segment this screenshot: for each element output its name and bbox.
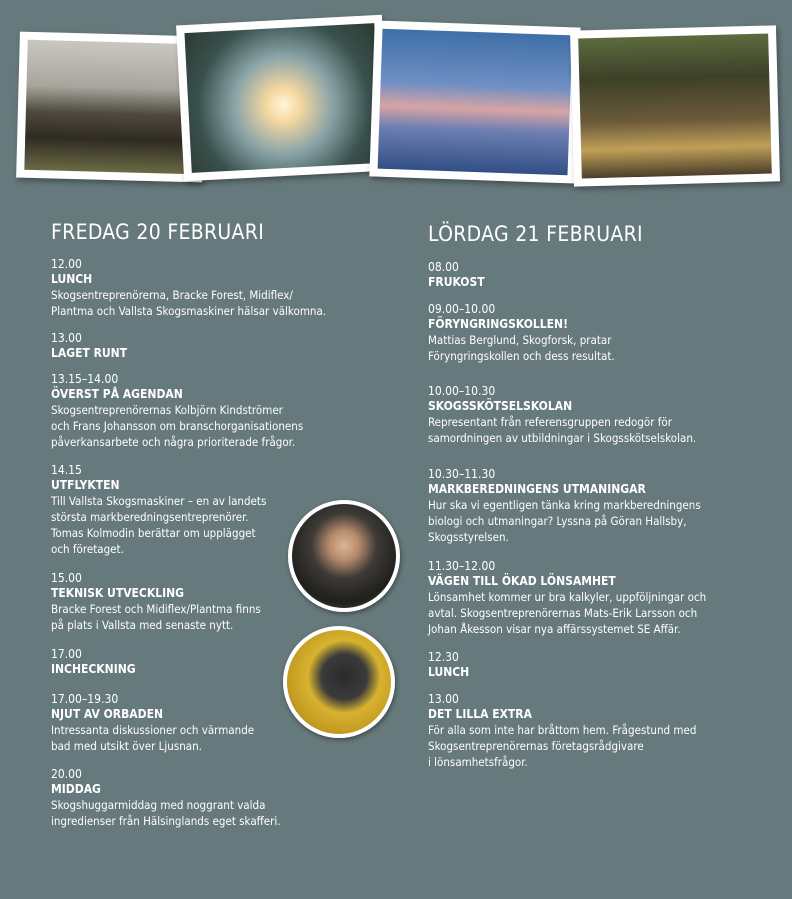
saturday-item-lilla-extra <box>428 692 768 770</box>
item-title: VÄGEN TILL ÖKAD LÖNSAMHET <box>428 574 616 588</box>
friday-item-middag <box>51 767 351 829</box>
item-description: Skogsentreprenörerna, Bracke Forest, Midiflex/ Plantma och Vallsta Skogsmaskiner hälsar välkomna. <box>51 288 327 318</box>
item-time: 13.00 <box>428 692 459 706</box>
item-time: 17.00–19.30 <box>51 692 119 706</box>
item-time: 08.00 <box>428 260 459 274</box>
item-time: 10.00–10.30 <box>428 384 496 398</box>
item-title: MARKBEREDNINGENS UTMANINGAR <box>428 482 646 496</box>
item-title: LUNCH <box>428 665 470 679</box>
machine-tracks-photo <box>570 25 780 186</box>
item-time: 10.30–11.30 <box>428 467 496 481</box>
item-time: 11.30–12.00 <box>428 559 496 573</box>
item-description: Mattias Berglund, Skogforsk, pratar Föryngringskollen och dess resultat. <box>428 333 615 363</box>
item-title: DET LILLA EXTRA <box>428 707 532 721</box>
item-time: 20.00 <box>51 767 82 781</box>
saturday-heading: LÖRDAG 21 FEBRUARI <box>428 222 643 246</box>
item-description: För alla som inte har bråttom hem. Frågestund med Skogsentreprenörernas företagsrådgivare i lönsamhetsfrågor. <box>428 723 697 769</box>
saturday-item-lonsamhet <box>428 559 768 637</box>
item-time: 15.00 <box>51 571 82 585</box>
item-title: MIDDAG <box>51 782 101 796</box>
item-description: Representant från referensgruppen redogör för samordningen av utbildningar i Skogsskötselskolan. <box>428 415 697 445</box>
item-title: INCHECKNING <box>51 662 136 676</box>
saturday-item-frukost <box>428 260 758 290</box>
item-description: Hur ska vi egentligen tänka kring markberedningens biologi och utmaningar? Lyssna på Göran Hallsby, Skogsstyrelsen. <box>428 498 701 544</box>
person-in-bath-photo <box>369 20 580 183</box>
item-time: 13.00 <box>51 331 82 345</box>
item-time: 17.00 <box>51 647 82 661</box>
saturday-item-lunch <box>428 650 758 680</box>
item-time: 14.15 <box>51 463 82 477</box>
item-description: Skogshuggarmiddag med noggrant valda ingredienser från Hälsinglands eget skafferi. <box>51 798 281 828</box>
item-title: SKOGSSKÖTSELSKOLAN <box>428 399 573 413</box>
item-title: FÖRYNGRINGSKOLLEN! <box>428 317 569 331</box>
saturday-item-foryngringskollen <box>428 302 758 364</box>
item-title: NJUT AV ORBADEN <box>51 707 164 721</box>
item-time: 13.15–14.00 <box>51 372 119 386</box>
item-time: 12.30 <box>428 650 459 664</box>
friday-item-laget-runt <box>51 331 351 361</box>
item-title: FRUKOST <box>428 275 485 289</box>
item-description: Intressanta diskussioner och värmande bad med utsikt över Ljusnan. <box>51 723 255 753</box>
item-time: 12.00 <box>51 257 82 271</box>
item-description: Lönsamhet kommer ur bra kalkyler, uppföljningar och avtal. Skogsentreprenörernas Mats-Erik Larsson och Johan Åkesson visar nya affärssystemet SE Affär. <box>428 590 707 636</box>
saturday-item-skogsskotselskolan <box>428 384 768 446</box>
item-description: Till Vallsta Skogsmaskiner – en av landets största markberedningsentreprenörer. Tomas Kolmodin berättar om upplägget och företaget. <box>51 494 267 556</box>
machine-detail-photo <box>283 626 395 738</box>
item-title: LUNCH <box>51 272 93 286</box>
item-description: Bracke Forest och Midiflex/Plantma finns på plats i Vallsta med senaste nytt. <box>51 602 261 632</box>
saturday-item-markberedning <box>428 467 768 545</box>
item-time: 09.00–10.00 <box>428 302 496 316</box>
item-description: Skogsentreprenörernas Kolbjörn Kindströmer och Frans Johansson om branschorganisationens påverkansarbete och några prioriterade frågor. <box>51 403 304 449</box>
friday-item-agendan <box>51 372 351 450</box>
item-title: ÖVERST PÅ AGENDAN <box>51 387 183 401</box>
item-title: UTFLYKTEN <box>51 478 120 492</box>
friday-heading: FREDAG 20 FEBRUARI <box>51 220 265 244</box>
winter-sunset-houses-photo <box>176 15 390 182</box>
item-title: TEKNISK UTVECKLING <box>51 586 184 600</box>
friday-item-lunch <box>51 257 351 319</box>
item-title: LAGET RUNT <box>51 346 128 360</box>
speaker-portrait-photo <box>288 500 400 612</box>
